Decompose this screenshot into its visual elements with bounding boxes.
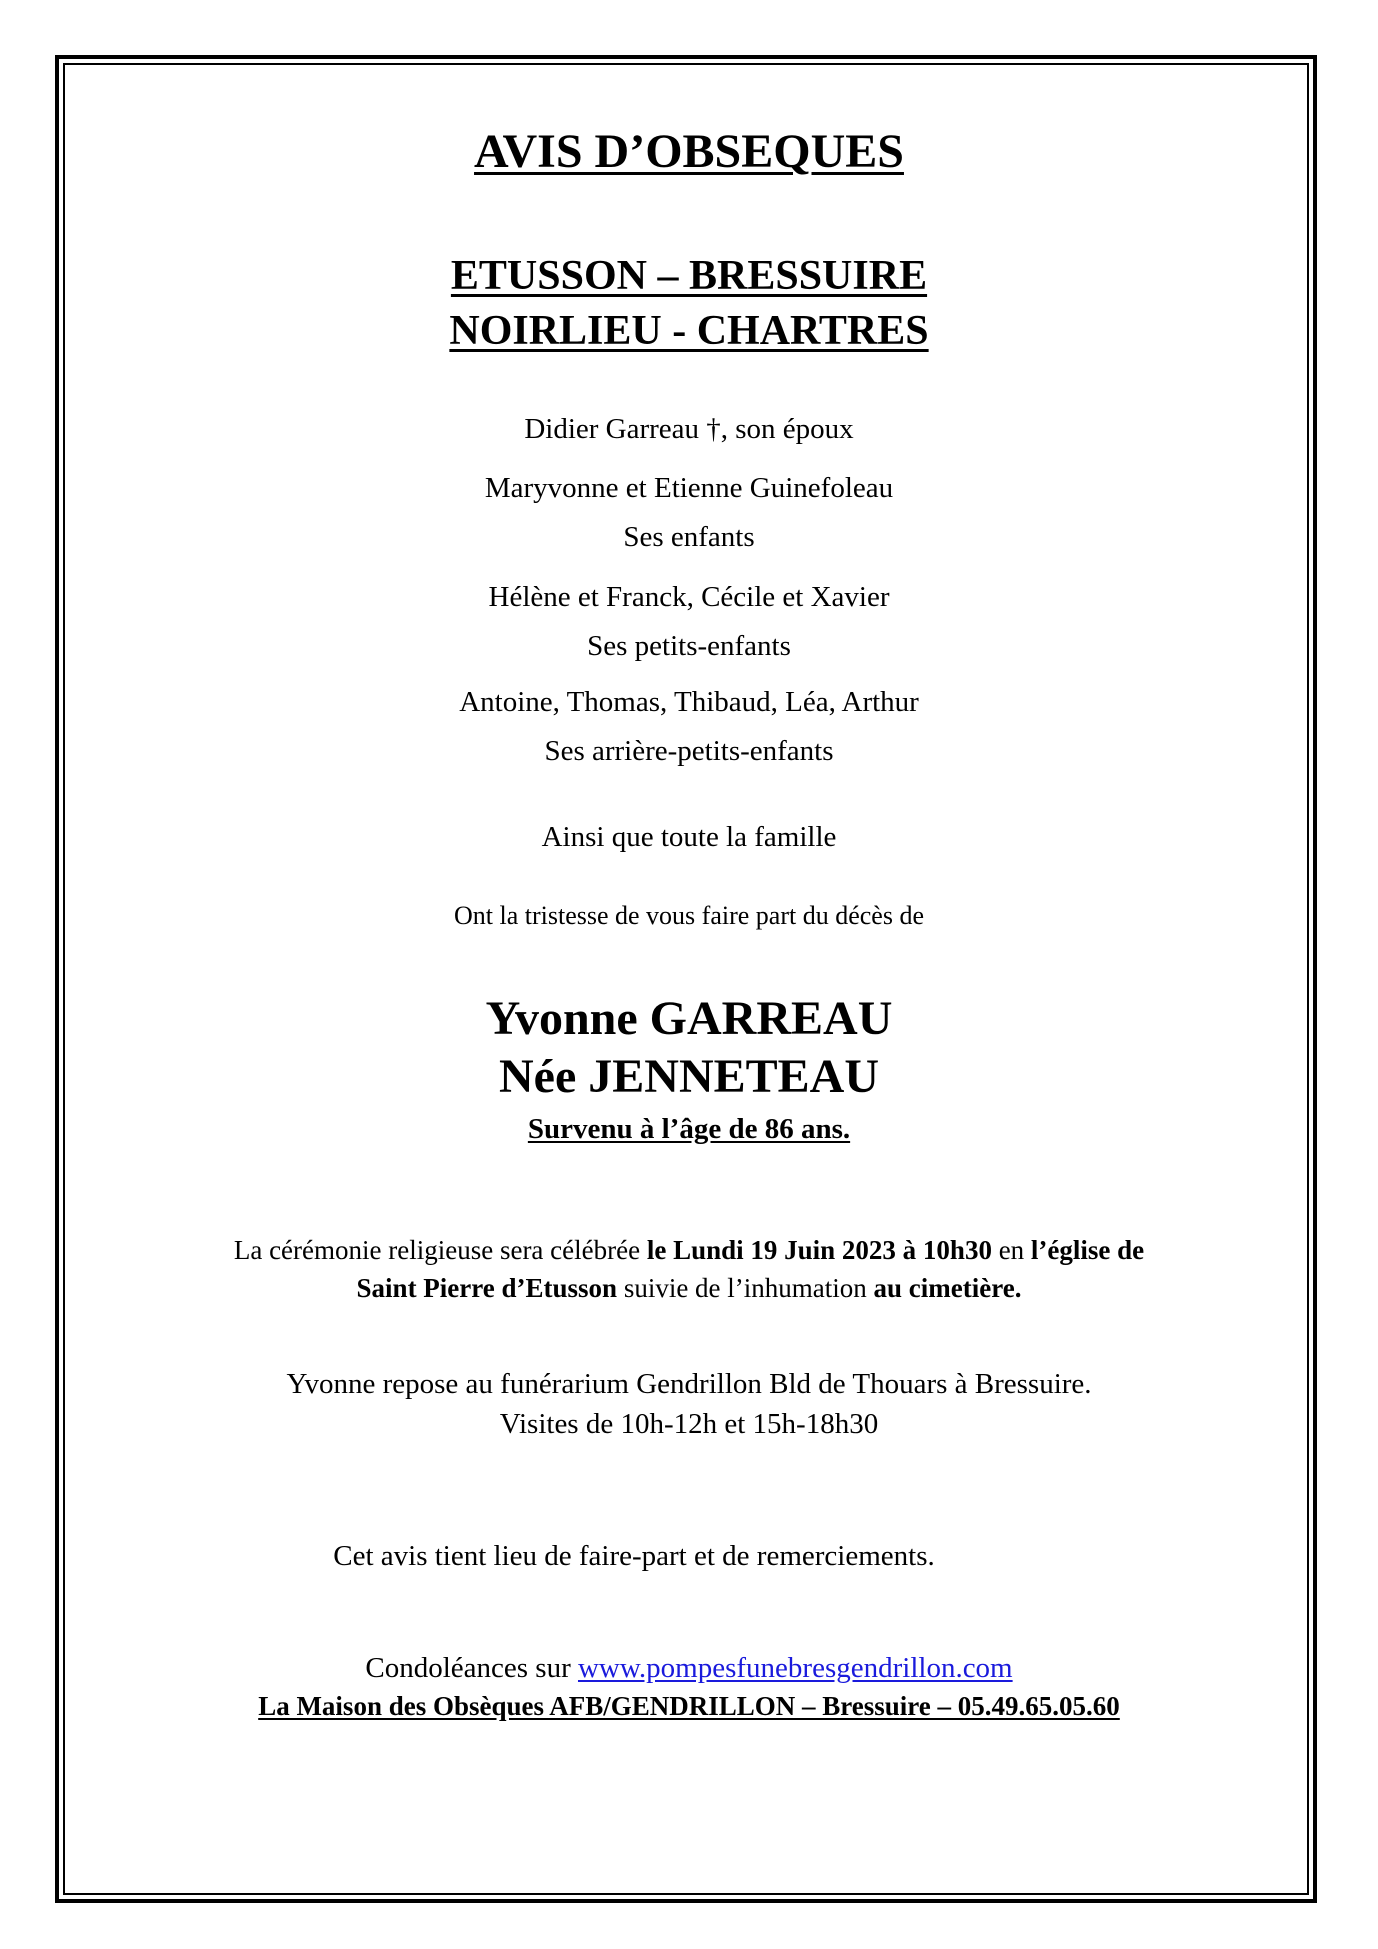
grandchildren-label: Ses petits-enfants xyxy=(587,630,791,662)
great-grandchildren-label: Ses arrière-petits-enfants xyxy=(544,735,834,767)
website-link[interactable]: www.pompesfunebresgendrillon.com xyxy=(577,1652,1013,1684)
visitation-line-2: Visites de 10h-12h et 15h-18h30 xyxy=(499,1408,879,1440)
ceremony-date: le Lundi 19 Juin 2023 à 10h30 xyxy=(646,1235,992,1265)
funeral-home-line: La Maison des Obsèques AFB/GENDRILLON – Bressuire – 05.49.65.05.60 xyxy=(258,1691,1120,1721)
children-label: Ses enfants xyxy=(623,521,755,553)
deceased-name: Yvonne GARREAU xyxy=(485,992,893,1045)
all-family-line: Ainsi que toute la famille xyxy=(541,821,837,853)
ceremony-text-3: suivie de l’inhumation xyxy=(617,1273,874,1303)
place-line-2: NOIRLIEU - CHARTRES xyxy=(449,308,929,354)
place-line-1: ETUSSON – BRESSUIRE xyxy=(450,253,928,299)
condolences-line xyxy=(0,1654,1378,1683)
ceremony-text-2: en xyxy=(991,1235,1031,1265)
announcement-line: Ont la tristesse de vous faire part du décès de xyxy=(453,901,924,930)
deceased-maiden-name: Née JENNETEAU xyxy=(499,1050,879,1103)
children-names: Maryvonne et Etienne Guinefoleau xyxy=(484,472,894,504)
great-grandchildren-names: Antoine, Thomas, Thibaud, Léa, Arthur xyxy=(459,686,919,718)
deceased-age: Survenu à l’âge de 86 ans. xyxy=(527,1113,851,1145)
ceremony-church-1: l’église de xyxy=(1030,1235,1145,1265)
ceremony-line-2 xyxy=(0,1275,1378,1302)
ceremony-cemetery: au cimetière. xyxy=(873,1273,1022,1303)
grandchildren-names: Hélène et Franck, Cécile et Xavier xyxy=(488,581,890,613)
condolences-label: Condoléances sur xyxy=(365,1652,578,1684)
ceremony-text-1: La cérémonie religieuse sera célébrée xyxy=(233,1235,647,1265)
notice-title: AVIS D’OBSEQUES xyxy=(474,125,904,178)
ceremony-church-2: Saint Pierre d’Etusson xyxy=(356,1273,618,1303)
spouse-line: Didier Garreau †, son époux xyxy=(524,413,854,445)
notice-line: Cet avis tient lieu de faire-part et de remerciements. xyxy=(333,1540,935,1572)
visitation-line-1: Yvonne repose au funérarium Gendrillon Bld de Thouars à Bressuire. xyxy=(286,1368,1092,1400)
ceremony-line-1 xyxy=(0,1237,1378,1264)
